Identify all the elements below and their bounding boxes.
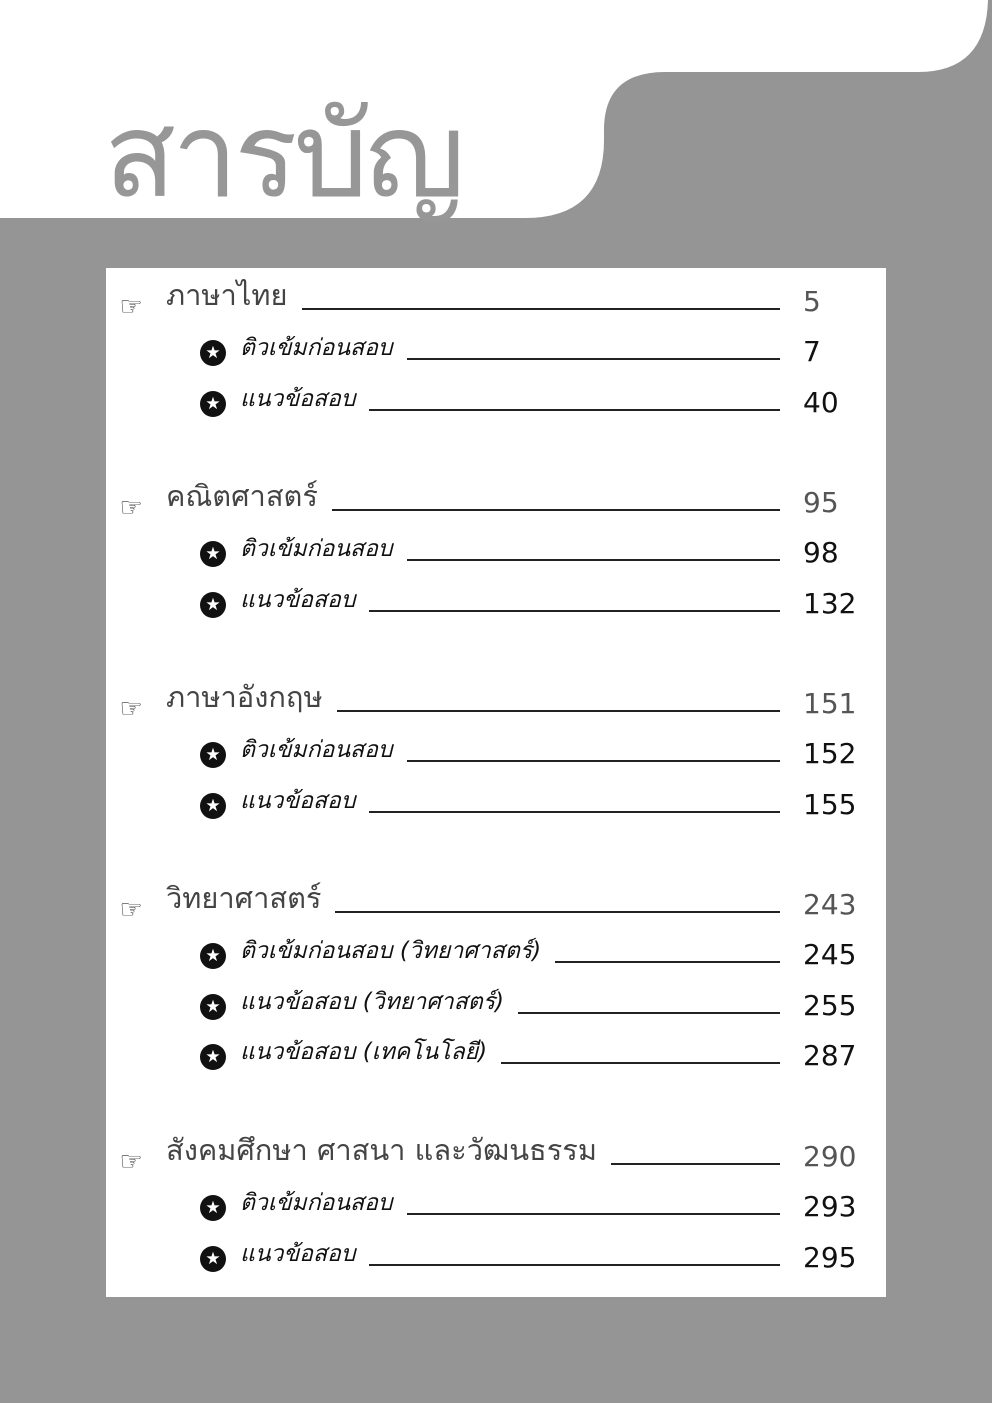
toc-section-entry[interactable] xyxy=(108,1133,780,1177)
leader-line xyxy=(369,610,780,612)
leader-line xyxy=(407,760,780,762)
page-number: 290 xyxy=(803,1140,857,1173)
section-title: ภาษาไทย xyxy=(166,278,288,312)
page-number: 152 xyxy=(803,737,857,770)
leader-line xyxy=(555,961,780,963)
item-title: ติวเข้มก่อนสอบ xyxy=(240,536,393,562)
page-number: 5 xyxy=(803,285,821,318)
page-number: 40 xyxy=(803,386,839,419)
item-title: ติวเข้มก่อนสอบ xyxy=(240,737,393,763)
page-number: 95 xyxy=(803,486,839,519)
toc-item-entry[interactable] xyxy=(200,935,780,975)
toc-section-entry[interactable] xyxy=(108,278,780,322)
toc-item-entry[interactable] xyxy=(200,332,780,372)
page-number: 132 xyxy=(803,587,857,620)
leader-line xyxy=(611,1163,780,1165)
item-title: ติวเข้มก่อนสอบ xyxy=(240,335,393,361)
leader-line xyxy=(369,1264,780,1266)
star-in-circle-icon: ★ xyxy=(200,742,226,768)
star-in-circle-icon: ★ xyxy=(200,793,226,819)
toc-item-entry[interactable] xyxy=(200,734,780,774)
page-number: 245 xyxy=(803,938,857,971)
star-in-circle-icon: ★ xyxy=(200,592,226,618)
page-title: สารบัญ xyxy=(104,86,462,224)
pointing-hand-icon: ☞ xyxy=(119,493,143,523)
section-title: วิทยาศาสตร์ xyxy=(166,881,322,915)
item-title: แนวข้อสอบ xyxy=(240,386,356,412)
section-title: ภาษาอังกฤษ xyxy=(166,680,323,714)
toc-item-entry[interactable] xyxy=(200,1187,780,1227)
star-in-circle-icon: ★ xyxy=(200,1246,226,1272)
pointing-hand-icon: ☞ xyxy=(119,292,143,322)
page-number: 7 xyxy=(803,335,821,368)
pointing-hand-icon: ☞ xyxy=(119,694,143,724)
page-number: 243 xyxy=(803,888,857,921)
leader-line xyxy=(369,409,780,411)
toc-section-entry[interactable] xyxy=(108,881,780,925)
leader-line xyxy=(332,509,780,511)
leader-line xyxy=(407,559,780,561)
toc-item-entry[interactable] xyxy=(200,383,780,423)
leader-line xyxy=(407,1213,780,1215)
section-title: คณิตศาสตร์ xyxy=(166,479,318,513)
leader-line xyxy=(337,710,780,712)
section-title: สังคมศึกษา ศาสนา และวัฒนธรรม xyxy=(166,1133,597,1167)
page-number: 287 xyxy=(803,1039,857,1072)
star-in-circle-icon: ★ xyxy=(200,391,226,417)
star-in-circle-icon: ★ xyxy=(200,943,226,969)
leader-line xyxy=(407,358,780,360)
toc-item-entry[interactable] xyxy=(200,1238,780,1278)
leader-line xyxy=(335,911,780,913)
toc-section-entry[interactable] xyxy=(108,479,780,523)
item-title: แนวข้อสอบ (วิทยาศาสตร์) xyxy=(240,989,505,1015)
star-in-circle-icon: ★ xyxy=(200,1195,226,1221)
page-number: 293 xyxy=(803,1190,857,1223)
item-title: แนวข้อสอบ xyxy=(240,587,356,613)
leader-line xyxy=(501,1062,780,1064)
toc-item-entry[interactable] xyxy=(200,986,780,1026)
toc-item-entry[interactable] xyxy=(200,533,780,573)
leader-line xyxy=(302,308,781,310)
toc-item-entry[interactable] xyxy=(200,584,780,624)
pointing-hand-icon: ☞ xyxy=(119,895,143,925)
item-title: ติวเข้มก่อนสอบ xyxy=(240,1190,393,1216)
star-in-circle-icon: ★ xyxy=(200,541,226,567)
item-title: แนวข้อสอบ (เทคโนโลยี) xyxy=(240,1039,488,1065)
toc-item-entry[interactable] xyxy=(200,785,780,825)
pointing-hand-icon: ☞ xyxy=(119,1147,143,1177)
item-title: ติวเข้มก่อนสอบ (วิทยาศาสตร์) xyxy=(240,938,542,964)
star-in-circle-icon: ★ xyxy=(200,340,226,366)
item-title: แนวข้อสอบ xyxy=(240,788,356,814)
leader-line xyxy=(518,1012,780,1014)
leader-line xyxy=(369,811,780,813)
toc-section-entry[interactable] xyxy=(108,680,780,724)
star-in-circle-icon: ★ xyxy=(200,1044,226,1070)
page-number: 295 xyxy=(803,1241,857,1274)
page-number: 255 xyxy=(803,989,857,1022)
item-title: แนวข้อสอบ xyxy=(240,1241,356,1267)
page-number: 98 xyxy=(803,536,839,569)
star-in-circle-icon: ★ xyxy=(200,994,226,1020)
page-number: 155 xyxy=(803,788,857,821)
page-number: 151 xyxy=(803,687,857,720)
toc-item-entry[interactable] xyxy=(200,1036,780,1076)
